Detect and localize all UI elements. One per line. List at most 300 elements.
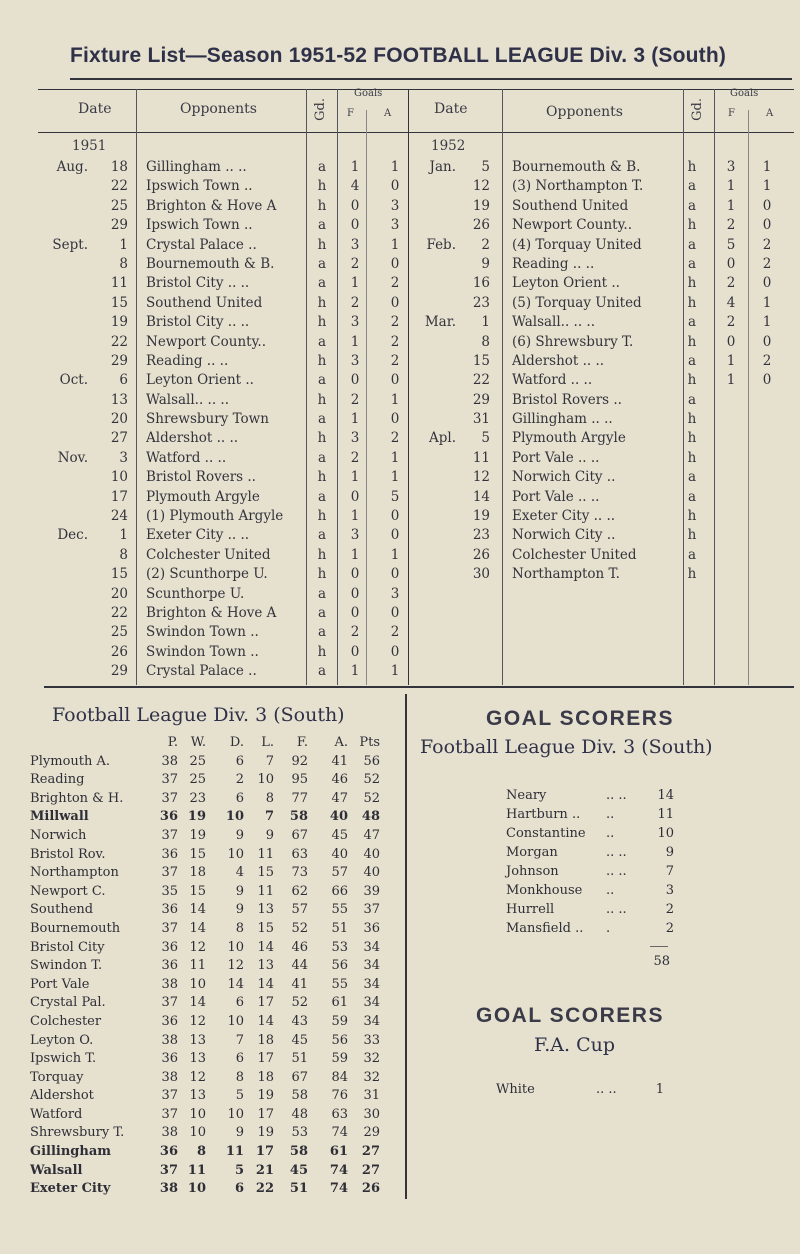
league-p: 37 — [161, 1088, 178, 1104]
scorer-row — [506, 881, 676, 900]
league-l: 17 — [257, 1051, 274, 1067]
fixture-day: 23 — [472, 294, 490, 311]
fixture-ground: h — [317, 178, 327, 195]
scorer-goals: 9 — [665, 845, 674, 860]
fixture-opponent: Swindon Town .. — [146, 624, 259, 641]
goal-scorers-total: 58 — [653, 954, 670, 969]
fixture-row — [38, 410, 408, 429]
scorer-name: Monkhouse — [506, 883, 583, 898]
top-rule — [70, 78, 792, 80]
league-d: 6 — [234, 1181, 244, 1197]
league-row — [30, 1162, 390, 1181]
league-team: Plymouth A. — [30, 753, 111, 769]
fixture-row — [38, 604, 408, 623]
fixture-opponent: Newport County.. — [146, 333, 266, 350]
fixture-opponent: Reading .. .. — [512, 255, 595, 272]
league-header-row — [30, 734, 390, 753]
league-team: Leyton O. — [30, 1032, 94, 1048]
fixture-opponent: Southend United — [512, 197, 629, 214]
league-d: 6 — [235, 995, 244, 1011]
fixture-goals-for: 0 — [726, 333, 736, 350]
fixture-month: Mar. — [424, 314, 456, 331]
fixture-goals-against: 0 — [390, 643, 400, 660]
fixture-row — [38, 565, 408, 584]
league-w: 25 — [189, 753, 206, 769]
fixture-goals-against: 0 — [390, 411, 400, 428]
fixture-row — [400, 391, 795, 410]
fixture-ground: h — [317, 294, 327, 311]
scorer-row — [506, 900, 676, 919]
scorer-leader-dots: .. .. — [596, 1082, 617, 1097]
scorer-goals: 3 — [665, 883, 674, 898]
league-team: Bristol City — [30, 939, 105, 955]
league-l: 13 — [257, 902, 274, 918]
fixture-opponent: Bristol Rovers .. — [512, 391, 622, 408]
league-team: Shrewsbury T. — [30, 1125, 125, 1141]
fixture-day: 22 — [110, 178, 128, 195]
header-bottom-rule — [38, 132, 794, 133]
league-p: 38 — [161, 1069, 178, 1085]
league-d: 9 — [235, 1125, 244, 1141]
fixture-goals-for: 1 — [350, 546, 360, 563]
fixture-goals-for: 4 — [350, 178, 360, 195]
league-team: Northampton — [30, 865, 119, 881]
fixture-goals-for: 1 — [350, 663, 360, 680]
league-w: 13 — [189, 1032, 206, 1048]
fixture-row — [400, 488, 795, 507]
fixture-ground: h — [317, 430, 327, 447]
league-l: 15 — [257, 920, 274, 936]
league-w: 8 — [196, 1144, 206, 1160]
league-a: 56 — [331, 1032, 348, 1048]
header-date: Date — [434, 101, 468, 117]
league-d: 10 — [225, 809, 244, 825]
league-row — [30, 994, 390, 1013]
fixture-goals-for: 3 — [350, 352, 360, 369]
fixture-ground: a — [687, 352, 697, 369]
fixture-day: 2 — [481, 236, 490, 253]
fixture-goals-against: 2 — [390, 624, 400, 641]
league-row — [30, 1069, 390, 1088]
fixture-opponent: Norwich City .. — [512, 527, 616, 544]
fixture-row — [38, 662, 408, 681]
fixture-ground: h — [317, 391, 327, 408]
league-d: 5 — [235, 1088, 244, 1104]
fixture-opponent: Ipswich Town .. — [146, 217, 253, 234]
scorer-leader-dots: .. — [606, 807, 615, 822]
fixture-opponent: Bournemouth & B. — [146, 255, 275, 272]
fixture-goals-for: 2 — [726, 314, 736, 331]
fixture-opponent: Shrewsbury Town — [146, 411, 269, 428]
league-team: Newport C. — [30, 883, 106, 899]
fixture-ground: h — [687, 508, 697, 525]
fixture-row — [38, 526, 408, 545]
fixture-goals-against: 1 — [762, 159, 772, 175]
league-pts: 27 — [361, 1144, 380, 1160]
league-p: 37 — [161, 920, 178, 936]
fixture-row — [400, 546, 795, 565]
fixture-ground: h — [687, 566, 697, 583]
league-team: Bristol Rov. — [30, 846, 106, 862]
fixture-row — [38, 197, 408, 216]
league-p: 37 — [161, 1106, 178, 1122]
league-pts: 32 — [363, 1051, 380, 1067]
league-f: 57 — [291, 902, 308, 918]
league-f: 46 — [291, 939, 308, 955]
league-l: 17 — [257, 995, 274, 1011]
fixture-row — [38, 352, 408, 371]
league-a: 59 — [331, 1013, 348, 1029]
fixture-opponent: Swindon Town .. — [146, 643, 259, 660]
league-col-f: F. — [296, 735, 308, 750]
scorer-leader-dots: .. .. — [606, 902, 627, 917]
league-row — [30, 753, 390, 772]
fixture-ground: h — [317, 236, 327, 253]
fixture-ground: a — [317, 527, 327, 544]
fixture-goals-against: 0 — [390, 294, 400, 311]
league-d: 4 — [235, 865, 244, 881]
fixture-goals-against: 0 — [762, 197, 772, 214]
league-w: 19 — [189, 827, 206, 843]
league-l: 14 — [257, 976, 274, 992]
fixture-day: 25 — [110, 197, 128, 214]
fixture-day: 24 — [110, 508, 128, 525]
league-f: 52 — [291, 920, 308, 936]
league-f: 43 — [291, 1013, 308, 1029]
fixture-opponent: Northampton T. — [512, 566, 620, 583]
fixture-ground: a — [317, 255, 327, 272]
league-row — [30, 901, 390, 920]
league-row — [30, 808, 390, 827]
fixture-row — [400, 274, 795, 293]
fixture-ground: h — [687, 372, 697, 389]
league-l: 8 — [265, 790, 274, 806]
fixture-opponent: Crystal Palace .. — [146, 236, 257, 253]
league-l: 13 — [257, 958, 274, 974]
fixture-ground: h — [317, 469, 327, 486]
fixture-opponent: Brighton & Hove A — [146, 197, 277, 214]
league-team: Reading — [30, 772, 85, 788]
fixture-opponent: Aldershot .. .. — [146, 430, 239, 447]
scorer-goals: 2 — [665, 921, 674, 936]
fixture-day: 26 — [110, 643, 128, 660]
fixture-opponent: (5) Torquay United — [512, 294, 642, 311]
fixture-goals-for: 3 — [350, 430, 360, 447]
league-f: 51 — [289, 1181, 308, 1197]
league-l: 11 — [257, 846, 274, 862]
fixture-ground: a — [317, 275, 327, 292]
fixture-opponent: Ipswich Town .. — [146, 178, 253, 195]
fixture-month: Sept. — [52, 236, 88, 253]
scorer-goals: 1 — [655, 1082, 664, 1097]
fixture-ground: a — [317, 488, 327, 505]
league-d: 8 — [235, 920, 244, 936]
league-p: 36 — [161, 1051, 178, 1067]
fixture-month: Nov. — [57, 449, 88, 466]
fixture-row — [38, 585, 408, 604]
fixture-day: 22 — [110, 604, 128, 621]
fixture-row — [400, 410, 795, 429]
fixture-goals-against: 1 — [762, 314, 772, 331]
fixture-goals-against: 1 — [762, 294, 772, 311]
fixture-ground: h — [687, 294, 697, 311]
league-a: 84 — [331, 1069, 348, 1085]
fixture-day: 19 — [472, 508, 490, 525]
scorer-name: Constantine — [506, 826, 586, 841]
scorer-name: Mansfield .. — [506, 921, 584, 936]
fixture-ground: h — [687, 217, 697, 234]
league-l: 11 — [257, 883, 274, 899]
league-d: 2 — [235, 772, 244, 788]
fixture-goals-for: 2 — [350, 449, 360, 466]
fixture-row — [38, 449, 408, 468]
league-f: 51 — [291, 1051, 308, 1067]
league-p: 38 — [159, 1181, 178, 1197]
league-pts: 31 — [363, 1088, 380, 1104]
fixture-month: Oct. — [59, 372, 88, 389]
league-f: 48 — [291, 1106, 308, 1122]
goal-scorers-league-list — [506, 786, 676, 938]
fixture-goals-against: 0 — [762, 372, 772, 389]
league-team: Norwich — [30, 827, 87, 843]
fixture-goals-for: 0 — [350, 197, 360, 214]
league-row — [30, 864, 390, 883]
fixture-ground: a — [317, 217, 327, 234]
fixture-opponent: Colchester United — [512, 546, 637, 563]
league-pts: 47 — [363, 827, 380, 843]
league-pts: 34 — [363, 1013, 380, 1029]
league-row — [30, 976, 390, 995]
fixture-day: 20 — [110, 411, 128, 428]
fixture-day: 27 — [110, 430, 128, 447]
league-row — [30, 1013, 390, 1032]
fixture-opponent: Port Vale .. .. — [512, 488, 600, 505]
scorer-name: Morgan — [506, 845, 558, 860]
league-l: 15 — [257, 865, 274, 881]
league-a: 45 — [331, 827, 348, 843]
fixture-goals-against: 0 — [390, 255, 400, 272]
scorer-row — [506, 786, 676, 805]
league-w: 12 — [189, 1013, 206, 1029]
league-table — [30, 734, 390, 1199]
fixture-goals-for: 3 — [350, 314, 360, 331]
league-a: 55 — [331, 902, 348, 918]
league-w: 10 — [189, 976, 206, 992]
scorer-name: Hurrell — [506, 902, 555, 917]
league-pts: 52 — [363, 772, 380, 788]
league-f: 53 — [291, 1125, 308, 1141]
league-d: 6 — [235, 753, 244, 769]
fixture-goals-against: 0 — [390, 372, 400, 389]
league-p: 37 — [161, 827, 178, 843]
fixture-ground: a — [317, 411, 327, 428]
fixture-goals-against: 3 — [390, 197, 400, 214]
fixture-goals-against: 1 — [390, 663, 400, 680]
header-date: Date — [78, 101, 112, 117]
header-goals: Goals — [354, 88, 383, 99]
fixture-day: 3 — [119, 449, 128, 466]
fixture-opponent: Gillingham .. .. — [512, 411, 613, 428]
league-a: 40 — [331, 846, 348, 862]
fixture-row — [38, 371, 408, 390]
fixture-opponent: Exeter City .. .. — [512, 508, 616, 525]
fixture-list-second-half — [400, 158, 795, 585]
league-w: 25 — [189, 772, 206, 788]
fixture-goals-against: 3 — [390, 585, 400, 602]
league-a: 41 — [331, 753, 348, 769]
league-team: Gillingham — [30, 1144, 112, 1160]
scorer-row — [506, 805, 676, 824]
fixture-ground: h — [687, 430, 697, 447]
league-col-p: P. — [167, 735, 178, 750]
fixture-goals-against: 0 — [390, 527, 400, 544]
header-goals: Goals — [730, 88, 759, 99]
fixture-opponent: Southend United — [146, 294, 263, 311]
league-f: 67 — [291, 1069, 308, 1085]
league-l: 18 — [257, 1069, 274, 1085]
fixture-goals-for: 2 — [350, 624, 360, 641]
league-d: 14 — [227, 976, 244, 992]
fixture-opponent: Bristol City .. .. — [146, 314, 250, 331]
fixture-row — [400, 158, 795, 177]
fixture-goals-against: 2 — [390, 430, 400, 447]
fixture-ground: a — [317, 624, 327, 641]
league-d: 9 — [235, 827, 244, 843]
scorer-goals: 2 — [665, 902, 674, 917]
league-f: 62 — [291, 883, 308, 899]
fixture-month: Dec. — [57, 527, 88, 544]
fixture-goals-against: 1 — [390, 469, 400, 486]
header-ground: Gd. — [313, 98, 328, 121]
fixture-day: 11 — [472, 449, 490, 466]
fixture-ground: h — [317, 352, 327, 369]
goal-scorers-subtitle: Football League Div. 3 (South) — [420, 736, 713, 758]
league-a: 53 — [331, 939, 348, 955]
league-p: 36 — [161, 958, 178, 974]
goal-scorers-title: GOAL SCORERS — [486, 707, 674, 730]
fixture-goals-for: 2 — [350, 255, 360, 272]
league-pts: 34 — [363, 958, 380, 974]
fixture-row — [400, 468, 795, 487]
scorer-row — [506, 862, 676, 881]
league-team: Torquay — [30, 1069, 84, 1085]
league-w: 10 — [189, 1106, 206, 1122]
scorer-leader-dots: .. — [606, 826, 615, 841]
league-pts: 48 — [361, 809, 380, 825]
fixture-goals-for: 5 — [726, 236, 736, 253]
cup-scorers-title: GOAL SCORERS — [476, 1004, 664, 1027]
league-f: 58 — [291, 1088, 308, 1104]
league-a: 63 — [331, 1106, 348, 1122]
fixture-row — [400, 313, 795, 332]
fixture-row — [38, 236, 408, 255]
fixture-goals-for: 3 — [726, 159, 736, 175]
league-row — [30, 827, 390, 846]
fixture-ground: h — [317, 508, 327, 525]
fixture-row — [38, 294, 408, 313]
fixture-goals-against: 2 — [390, 275, 400, 292]
fixture-goals-for: 2 — [350, 294, 360, 311]
fixture-opponent: Scunthorpe U. — [146, 585, 245, 602]
fixture-day: 22 — [472, 372, 490, 389]
fixture-ground: a — [687, 469, 697, 486]
fixture-goals-for: 0 — [350, 488, 360, 505]
league-a: 61 — [329, 1144, 348, 1160]
fixture-ground: a — [687, 255, 697, 272]
fixture-day: 5 — [481, 159, 490, 175]
year-label: 1951 — [72, 138, 107, 154]
league-team: Southend — [30, 902, 94, 918]
fixture-ground: a — [687, 178, 697, 195]
scorer-leader-dots: .. .. — [606, 788, 627, 803]
fixture-opponent: Bournemouth & B. — [512, 159, 641, 175]
fixture-ground: a — [317, 449, 327, 466]
scorer-leader-dots: .. — [606, 883, 615, 898]
league-f: 67 — [291, 827, 308, 843]
fixture-row — [38, 333, 408, 352]
league-team: Brighton & H. — [30, 790, 124, 806]
fixture-opponent: (1) Plymouth Argyle — [146, 508, 284, 525]
league-d: 6 — [235, 1051, 244, 1067]
fixture-day: 14 — [472, 488, 490, 505]
fixture-opponent: Exeter City .. .. — [146, 527, 250, 544]
year-label: 1952 — [431, 138, 466, 154]
fixture-ground: a — [317, 604, 327, 621]
league-team: Millwall — [30, 809, 89, 825]
fixture-day: 11 — [110, 275, 128, 292]
fixture-goals-for: 0 — [726, 255, 736, 272]
league-w: 11 — [189, 958, 206, 974]
fixture-row — [38, 623, 408, 642]
fixture-row — [38, 488, 408, 507]
league-pts: 40 — [363, 846, 380, 862]
fixture-goals-against: 2 — [762, 255, 772, 272]
league-row — [30, 1180, 390, 1199]
league-p: 37 — [161, 865, 178, 881]
league-d: 8 — [235, 1069, 244, 1085]
league-row — [30, 939, 390, 958]
league-row — [30, 1087, 390, 1106]
fixture-month: Apl. — [429, 430, 456, 447]
league-pts: 30 — [363, 1106, 380, 1122]
fixture-day: 6 — [119, 372, 128, 389]
fixture-opponent: Bristol City .. .. — [146, 275, 250, 292]
fixture-goals-for: 1 — [350, 275, 360, 292]
league-p: 38 — [161, 976, 178, 992]
league-team: Colchester — [30, 1013, 102, 1029]
fixture-day: 15 — [110, 294, 128, 311]
fixture-goals-for: 1 — [350, 469, 360, 486]
league-l: 19 — [257, 1125, 274, 1141]
cup-scorers-list — [496, 1080, 666, 1099]
header-for: F — [347, 108, 354, 119]
league-p: 36 — [159, 809, 178, 825]
fixture-day: 19 — [472, 197, 490, 214]
fixture-row — [38, 546, 408, 565]
scorer-row — [506, 824, 676, 843]
fixture-day: 5 — [481, 430, 490, 447]
fixture-ground: h — [317, 546, 327, 563]
scorer-row — [506, 843, 676, 862]
league-d: 5 — [234, 1162, 244, 1178]
fixture-goals-for: 1 — [350, 333, 360, 350]
league-a: 76 — [331, 1088, 348, 1104]
league-col-l: L. — [261, 735, 274, 750]
league-w: 19 — [187, 809, 206, 825]
fixture-ground: h — [317, 643, 327, 660]
fixture-opponent: Walsall.. .. .. — [146, 391, 230, 408]
fixture-day: 8 — [119, 255, 128, 272]
